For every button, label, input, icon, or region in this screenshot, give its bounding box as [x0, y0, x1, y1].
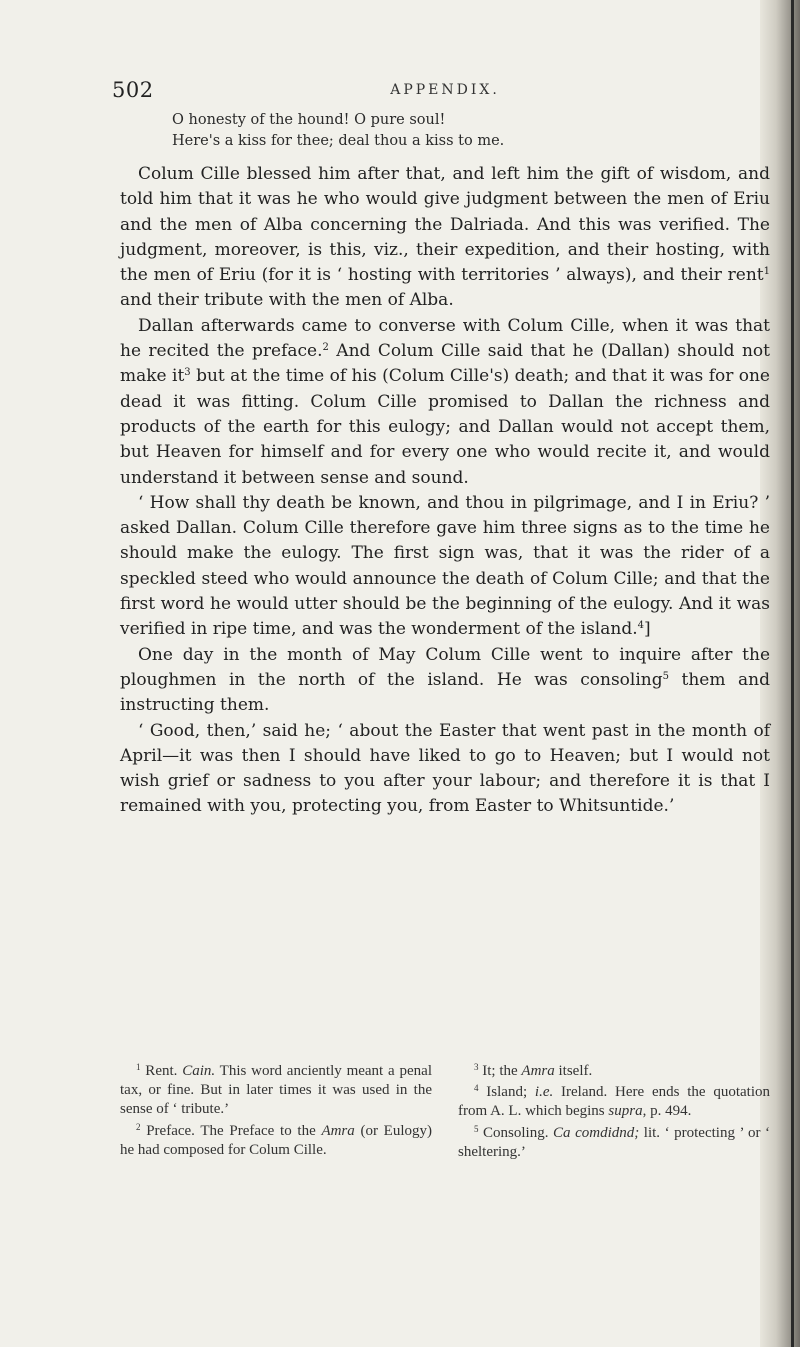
verse-block [172, 110, 770, 152]
verse-line: O honesty of the hound! O pure soul! [172, 112, 446, 128]
page-header [112, 70, 770, 110]
footnotes-right-column [458, 1062, 770, 1164]
footnotes-left-column [120, 1062, 432, 1164]
footnote-marker: 2 [136, 1121, 141, 1132]
text-run: (or Eulogy) he had composed for Colum Cille. [120, 1122, 432, 1158]
text-run: and their tribute with the men of Alba. [120, 290, 454, 311]
text-run: Ireland. Here ends the quotation from A. L. which begins [458, 1084, 770, 1120]
running-title: APPENDIX. [390, 82, 500, 98]
text-run: ] [644, 619, 651, 640]
book-page [112, 70, 771, 820]
text-run: but at the time of his (Colum Cille's) death; and that it was for one dead it was fitting. Colum Cille promised to Dallan the richness and products of the earth for this eulogy; and Dallan would not accept them, but Heaven for himself and for every one who would recite it, and would understand it between sense and sound. [120, 366, 770, 488]
footnote-marker: 1 [136, 1062, 141, 1072]
text-run: One day in the month of May Colum Cille went to inquire after the ploughmen in the north of the island. He was consoling [120, 644, 770, 690]
footnote-marker: 4 [474, 1083, 479, 1094]
text-run: Island; [478, 1084, 535, 1101]
text-run: Rent. [140, 1063, 183, 1079]
footnote [458, 1124, 770, 1162]
paragraph [120, 643, 770, 719]
italic-text: Amra [521, 1063, 555, 1079]
footnote [458, 1083, 770, 1121]
text-run: And Colum Cille said that he (Dallan) should not make it [120, 341, 771, 387]
paragraph [120, 162, 770, 314]
page-number: 502 [112, 78, 154, 102]
footnote [458, 1062, 770, 1081]
footnote-marker: 4 [637, 620, 644, 632]
text-run: itself. [554, 1063, 593, 1079]
paragraph [120, 719, 770, 820]
text-run: ‘ How shall thy death be known, and thou in pilgrimage, and I in Eriu? ’ asked Dallan. Colum Cille therefore gave him three signs as to the time he should make the eulogy. The first sign was, that it was the rider of a speckled steed who would announce the death of Colum Cille; and that the first word he would utter should be the beginning of the eulogy. And it was verified in ripe time, and was the wonderment of the island. [120, 492, 770, 640]
main-text [120, 162, 770, 820]
text-run: Colum Cille blessed him after that, and left him the gift of wisdom, and told him that it was he who would give judgment between the men of Eriu and the men of Alba concerning the Dalriada. And this was verified. The judgment, moreover, is this, viz., their expedition, and their hosting, with the men of Eriu (for it is ‘ hosting with territories ’ always), and their rent [120, 164, 770, 286]
italic-text: Cain. [182, 1063, 216, 1079]
footnote-marker: 5 [662, 670, 669, 682]
text-run: Dallan afterwards came to converse with Colum Cille, when it was that he recited the preface. [120, 315, 770, 362]
footnote-marker: 5 [474, 1123, 479, 1134]
footnote-marker: 2 [322, 342, 329, 354]
text-run: , p. 494. [642, 1103, 692, 1120]
footnote-marker: 3 [474, 1062, 479, 1072]
verse-line: Here's a kiss for thee; deal thou a kiss to me. [172, 133, 505, 149]
italic-text: i.e. [534, 1084, 554, 1101]
paragraph [120, 314, 770, 491]
page-edge-line [791, 0, 794, 1347]
italic-text: Amra [321, 1122, 355, 1139]
text-run: This word anciently meant a penal tax, or fine. But in later times it was used in the sense of ‘ tribute.’ [120, 1063, 432, 1118]
italic-text: Ca comdidnd; [553, 1124, 640, 1141]
text-run: It; the [478, 1063, 522, 1079]
text-run: them and instructing them. [120, 669, 770, 716]
text-run: lit. ‘ protecting ’ or ‘ sheltering.’ [458, 1124, 770, 1160]
footnote-marker: 3 [184, 367, 191, 379]
text-run: ‘ Good, then,’ said he; ‘ about the Easter that went past in the month of April—it was then I should have liked to go to Heaven; but I would not wish grief or sadness to you after your labour; and therefore it is that I remained with you, protecting you, from Easter to Whitsuntide.’ [120, 720, 770, 817]
footnotes [120, 1062, 770, 1164]
footnote [120, 1122, 432, 1160]
footnote [120, 1062, 432, 1120]
italic-text: supra [608, 1103, 643, 1120]
text-run: Consoling. [478, 1124, 554, 1141]
footnote-marker: 1 [763, 266, 770, 278]
text-run: Preface. The Preface to the [140, 1122, 322, 1139]
paragraph [120, 491, 770, 643]
